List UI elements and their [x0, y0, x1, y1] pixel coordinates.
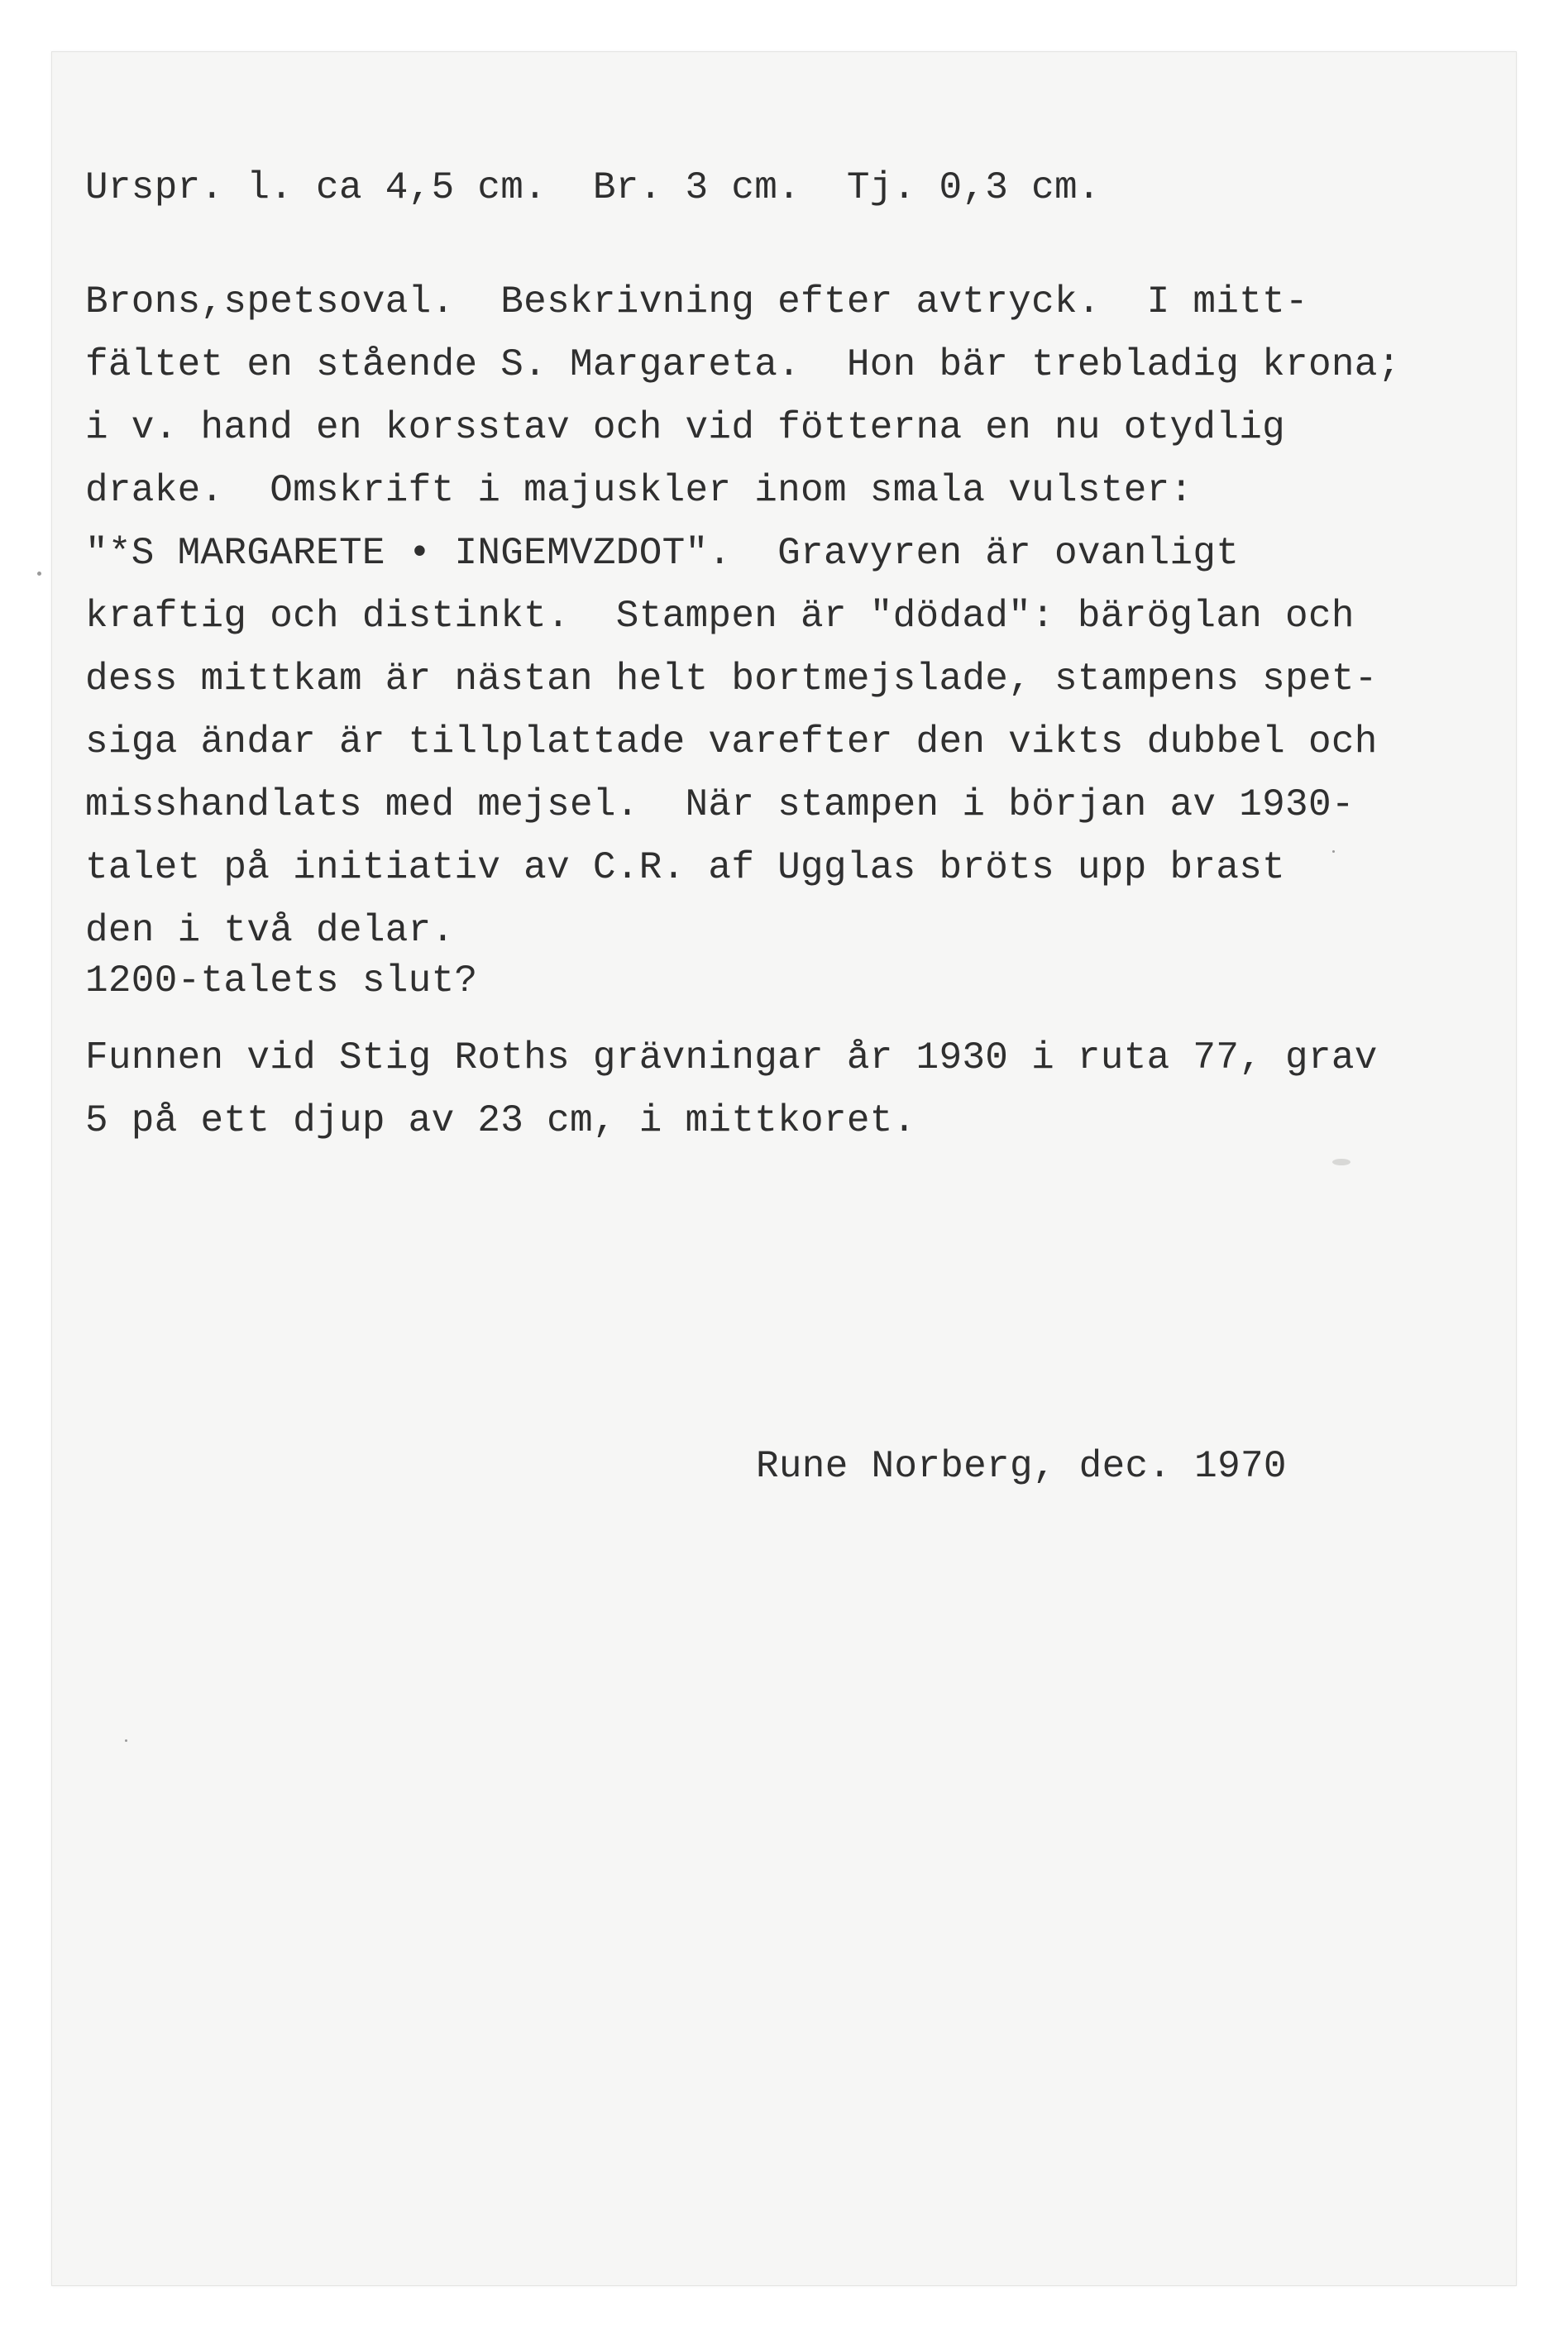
- paper-speck: [37, 572, 41, 576]
- catalog-card: [51, 51, 1517, 2286]
- description-line: kraftig och distinkt. Stampen är "dödad": bäröglan och: [85, 595, 1355, 638]
- description-line: misshandlats med mejsel. När stampen i början av 1930-: [85, 783, 1355, 826]
- find-line: Funnen vid Stig Roths grävningar år 1930 i ruta 77, grav: [85, 1036, 1378, 1079]
- paper-smudge: [1332, 1159, 1350, 1165]
- dating-line: 1200-talets slut?: [85, 959, 478, 1002]
- description-line: Brons,spetsoval. Beskrivning efter avtryck. I mitt-: [85, 280, 1308, 323]
- description-paragraph: [85, 270, 1401, 962]
- description-line: den i två delar.: [85, 909, 455, 952]
- find-paragraph: [85, 1026, 1378, 1152]
- description-line: i v. hand en korsstav och vid fötterna en nu otydlig: [85, 406, 1286, 449]
- paper-speck: [1332, 850, 1335, 853]
- paper-speck: [125, 1739, 127, 1742]
- signature-line: Rune Norberg, dec. 1970: [756, 1445, 1287, 1488]
- description-line: siga ändar är tillplattade varefter den vikts dubbel och: [85, 720, 1378, 763]
- find-line: 5 på ett djup av 23 cm, i mittkoret.: [85, 1099, 916, 1142]
- description-line: fältet en stående S. Margareta. Hon bär trebladig krona;: [85, 343, 1401, 386]
- measurements-line: Urspr. l. ca 4,5 cm. Br. 3 cm. Tj. 0,3 cm.: [85, 166, 1101, 209]
- description-line: talet på initiativ av C.R. af Ugglas bröts upp brast: [85, 846, 1286, 889]
- description-line: "*S MARGARETE • INGEMVZDOT". Gravyren är ovanligt: [85, 532, 1240, 575]
- description-line: dess mittkam är nästan helt bortmejslade, stampens spet-: [85, 658, 1378, 701]
- description-line: drake. Omskrift i majuskler inom smala vulster:: [85, 469, 1193, 512]
